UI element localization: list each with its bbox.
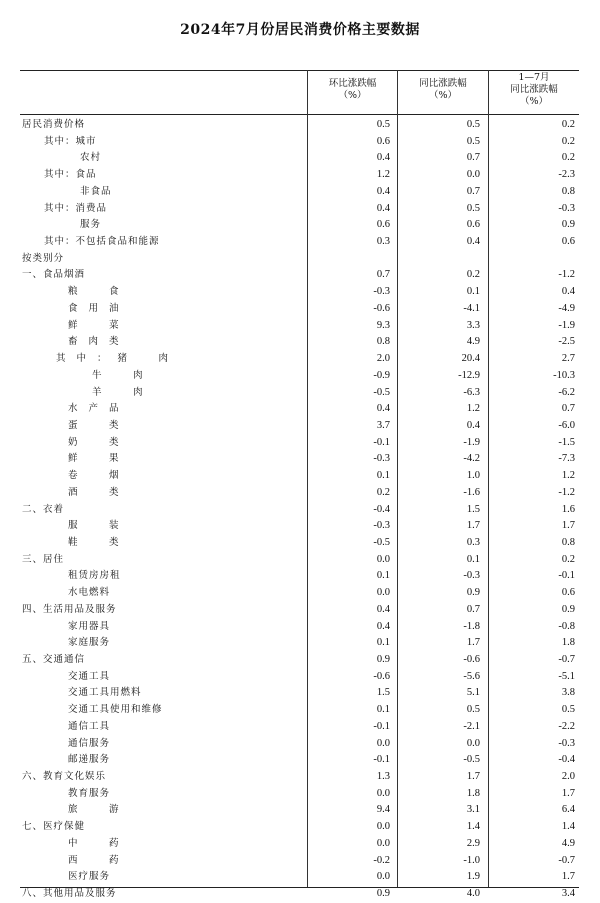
mom-value: 1.3 [376, 771, 390, 783]
row-label: 水产品 [68, 403, 130, 415]
mom-value: 0.5 [376, 119, 390, 130]
table-row [20, 201, 579, 218]
yoy-value: -5.6 [463, 670, 480, 682]
row-label: 牛 肉 [92, 369, 154, 381]
row-label: 六、教育文化娱乐 [22, 771, 107, 783]
table-row [20, 217, 579, 234]
mom-value: 0.0 [376, 553, 390, 565]
table-row [20, 685, 579, 702]
ytd-value: 1.2 [561, 470, 575, 482]
table-row [20, 502, 579, 519]
mom-value: 9.4 [376, 804, 390, 816]
table-row [20, 568, 579, 585]
mom-value: -0.3 [373, 453, 390, 465]
table-row [20, 184, 579, 201]
ytd-value: 0.2 [561, 135, 575, 147]
mom-value: 0.4 [376, 185, 390, 197]
mom-value: -0.3 [373, 520, 390, 532]
table-row [20, 552, 579, 569]
table-row [20, 117, 579, 134]
table-row [20, 853, 579, 870]
header-yoy [398, 78, 488, 102]
yoy-value: 0.0 [466, 169, 480, 181]
mom-value: -0.6 [373, 670, 390, 682]
ytd-value: -1.9 [558, 319, 575, 331]
mom-value: 0.0 [376, 821, 390, 833]
mom-value: -0.1 [373, 754, 390, 766]
yoy-value: -0.3 [463, 570, 480, 582]
row-label: 七、医疗保健 [22, 821, 86, 833]
mom-value: 0.0 [376, 871, 390, 883]
row-label: 服务 [80, 219, 102, 231]
yoy-value: 0.6 [466, 219, 480, 231]
table-row [20, 267, 579, 284]
table-row [20, 819, 579, 836]
header-mom-title: 环比涨跌幅 [328, 78, 377, 89]
yoy-value: -12.9 [458, 369, 480, 381]
ytd-value: 1.7 [561, 520, 575, 532]
row-label: 教育服务 [68, 787, 111, 799]
table-row [20, 485, 579, 502]
table-row [20, 318, 579, 335]
row-label: 其中：消费品 [44, 202, 108, 214]
yoy-value: 0.1 [466, 286, 480, 298]
yoy-value: 1.0 [466, 470, 480, 482]
mom-value: 0.1 [376, 570, 390, 582]
table-row [20, 669, 579, 686]
row-label: 家庭服务 [68, 637, 111, 649]
table-row [20, 435, 579, 452]
table-row [20, 602, 579, 619]
ytd-value: 0.5 [561, 704, 575, 716]
mom-value: 2.0 [376, 353, 390, 365]
ytd-value: 3.4 [561, 888, 575, 900]
mom-value: 0.4 [376, 403, 390, 415]
yoy-value: 0.3 [466, 536, 480, 548]
mom-value: 1.5 [376, 687, 390, 699]
table-row [20, 167, 579, 184]
mom-value: 0.6 [376, 135, 390, 147]
yoy-value: 0.1 [466, 553, 480, 565]
yoy-value: 0.7 [466, 152, 480, 164]
header-ytd-period: 1—7月 [518, 72, 550, 83]
mom-value: 0.4 [376, 603, 390, 615]
row-label: 家用器具 [68, 620, 111, 632]
ytd-value: 1.7 [561, 787, 575, 799]
yoy-value: 0.5 [466, 119, 480, 130]
yoy-value: 1.2 [466, 403, 480, 415]
yoy-value: -4.2 [463, 453, 480, 465]
table-row [20, 150, 579, 167]
header-ytd-unit: （%） [519, 96, 549, 107]
yoy-value: 1.7 [466, 771, 480, 783]
header-yoy-unit: （%） [428, 90, 458, 101]
row-label: 其中：猪 肉 [56, 353, 180, 365]
yoy-value: 0.5 [466, 202, 480, 214]
row-label: 中 药 [68, 837, 130, 849]
ytd-value: 2.0 [561, 771, 575, 783]
table-row [20, 234, 579, 251]
ytd-value: 4.9 [561, 837, 575, 849]
ytd-value: -2.3 [558, 169, 575, 181]
mom-value: -0.1 [373, 436, 390, 448]
yoy-value: -1.8 [463, 620, 480, 632]
row-label: 奶 类 [68, 436, 130, 448]
yoy-value: 5.1 [466, 687, 480, 699]
table-row [20, 652, 579, 669]
table-row [20, 769, 579, 786]
yoy-value: 0.5 [466, 704, 480, 716]
table-row [20, 451, 579, 468]
table-row [20, 351, 579, 368]
mom-value: 0.7 [376, 269, 390, 281]
ytd-value: -0.3 [558, 202, 575, 214]
yoy-value: -1.0 [463, 854, 480, 866]
header-mom-unit: （%） [338, 90, 367, 101]
header-ytd-title: 同比涨跌幅 [510, 84, 558, 95]
header-ytd [489, 72, 579, 108]
table-row [20, 468, 579, 485]
ytd-value: 0.2 [561, 119, 575, 130]
yoy-value: 0.0 [466, 737, 480, 749]
row-label: 居民消费价格 [22, 119, 86, 130]
table-row [20, 702, 579, 719]
mom-value: 0.2 [376, 486, 390, 498]
mom-value: 3.7 [376, 419, 390, 431]
ytd-value: -0.7 [558, 854, 575, 866]
header-mom [308, 78, 397, 102]
row-label: 鲜 菜 [68, 319, 130, 331]
ytd-value: 1.6 [561, 503, 575, 515]
table-row [20, 301, 579, 318]
mom-value: 0.4 [376, 202, 390, 214]
row-label: 鲜 果 [68, 453, 130, 465]
ytd-value: 0.8 [561, 185, 575, 197]
yoy-value: 3.1 [466, 804, 480, 816]
ytd-value: 1.7 [561, 871, 575, 883]
mom-value: 0.0 [376, 787, 390, 799]
row-label: 通信服务 [68, 737, 111, 749]
yoy-value: 0.4 [466, 236, 480, 248]
table-row [20, 334, 579, 351]
yoy-value: 0.9 [466, 587, 480, 599]
yoy-value: 1.5 [466, 503, 480, 515]
ytd-value: -4.9 [558, 302, 575, 314]
mom-value: -0.4 [373, 503, 390, 515]
row-label: 按类别分 [22, 252, 65, 264]
yoy-value: -4.1 [463, 302, 480, 314]
mom-value: 0.8 [376, 336, 390, 348]
row-label: 西 药 [68, 854, 130, 866]
yoy-value: -2.1 [463, 720, 480, 732]
mom-value: 0.3 [376, 236, 390, 248]
ytd-value: 2.7 [561, 353, 575, 365]
table-row [20, 752, 579, 769]
table-row [20, 585, 579, 602]
table-row [20, 418, 579, 435]
table-row [20, 869, 579, 886]
ytd-value: 0.4 [561, 286, 575, 298]
table-row [20, 635, 579, 652]
yoy-value: 4.0 [466, 888, 480, 900]
ytd-value: -0.8 [558, 620, 575, 632]
table-row [20, 836, 579, 853]
yoy-value: 3.3 [466, 319, 480, 331]
table-row [20, 518, 579, 535]
ytd-value: -2.2 [558, 720, 575, 732]
yoy-value: 0.7 [466, 603, 480, 615]
row-label: 食用油 [68, 302, 130, 314]
yoy-value: 4.9 [466, 336, 480, 348]
row-label: 医疗服务 [68, 871, 111, 883]
page-title: 2024年7月份居民消费价格主要数据 [180, 22, 420, 38]
mom-value: 1.2 [376, 169, 390, 181]
table-row [20, 368, 579, 385]
ytd-value: -7.3 [558, 453, 575, 465]
mom-value: -0.1 [373, 720, 390, 732]
yoy-value: 20.4 [461, 353, 480, 365]
ytd-value: -5.1 [558, 670, 575, 682]
mom-value: 0.6 [376, 219, 390, 231]
table-body [20, 117, 579, 903]
ytd-value: 1.4 [561, 821, 575, 833]
row-label: 酒 类 [68, 486, 130, 498]
yoy-value: 1.7 [466, 637, 480, 649]
mom-value: 0.0 [376, 837, 390, 849]
mom-value: 0.1 [376, 704, 390, 716]
row-label: 交通工具用燃料 [68, 687, 142, 699]
ytd-value: -1.5 [558, 436, 575, 448]
row-label: 非食品 [80, 185, 112, 197]
table-row [20, 802, 579, 819]
yoy-value: 0.4 [466, 419, 480, 431]
header-yoy-title: 同比涨跌幅 [419, 78, 467, 89]
ytd-value: -10.3 [553, 369, 575, 381]
mom-value: -0.5 [373, 536, 390, 548]
row-label: 其中：食品 [44, 169, 97, 181]
mom-value: -0.9 [373, 369, 390, 381]
row-label: 五、交通通信 [22, 654, 86, 665]
mom-value: -0.2 [373, 854, 390, 866]
ytd-value: 1.8 [561, 637, 575, 649]
mom-value: 0.9 [376, 654, 390, 665]
ytd-value: -6.0 [558, 419, 575, 431]
table-row [20, 251, 579, 268]
yoy-value: -6.3 [463, 386, 480, 398]
table-row [20, 284, 579, 301]
row-label: 水电燃料 [68, 587, 111, 599]
row-label: 交通工具 [68, 670, 111, 682]
ytd-value: -6.2 [558, 386, 575, 398]
ytd-value: -0.1 [558, 570, 575, 582]
table-row [20, 385, 579, 402]
row-label: 邮递服务 [68, 754, 111, 766]
yoy-value: -1.6 [463, 486, 480, 498]
row-label: 租赁房房租 [68, 570, 121, 582]
mom-value: -0.5 [373, 386, 390, 398]
row-label: 一、食品烟酒 [22, 269, 86, 281]
table-row [20, 401, 579, 418]
header-bottom-rule [20, 114, 579, 115]
mom-value: 0.1 [376, 470, 390, 482]
row-label: 畜肉类 [68, 336, 130, 348]
row-label: 交通工具使用和维修 [68, 704, 163, 716]
mom-value: 0.1 [376, 637, 390, 649]
yoy-value: 0.5 [466, 135, 480, 147]
table-row [20, 535, 579, 552]
ytd-value: 0.8 [561, 536, 575, 548]
mom-value: 0.4 [376, 620, 390, 632]
row-label: 卷 烟 [68, 470, 130, 482]
ytd-value: -1.2 [558, 486, 575, 498]
mom-value: -0.6 [373, 302, 390, 314]
ytd-value: -0.7 [558, 654, 575, 665]
ytd-value: -1.2 [558, 269, 575, 281]
row-label: 羊 肉 [92, 386, 154, 398]
ytd-value: 0.2 [561, 553, 575, 565]
row-label: 其中：城市 [44, 135, 97, 147]
table-row [20, 134, 579, 151]
row-label: 通信工具 [68, 720, 111, 732]
row-label: 三、居住 [22, 553, 65, 565]
mom-value: 0.0 [376, 587, 390, 599]
yoy-value: 1.7 [466, 520, 480, 532]
ytd-value: 0.9 [561, 219, 575, 231]
row-label: 蛋 类 [68, 419, 130, 431]
ytd-value: 0.9 [561, 603, 575, 615]
yoy-value: 1.8 [466, 787, 480, 799]
ytd-value: 3.8 [561, 687, 575, 699]
mom-value: -0.3 [373, 286, 390, 298]
yoy-value: -0.5 [463, 754, 480, 766]
ytd-value: 0.7 [561, 403, 575, 415]
row-label: 服 装 [68, 520, 130, 532]
yoy-value: 1.9 [466, 871, 480, 883]
yoy-value: 0.7 [466, 185, 480, 197]
table-row [20, 619, 579, 636]
yoy-value: 0.2 [466, 269, 480, 281]
mom-value: 0.9 [376, 888, 390, 900]
mom-value: 0.4 [376, 152, 390, 164]
ytd-value: 0.6 [561, 236, 575, 248]
ytd-value: 6.4 [561, 804, 575, 816]
ytd-value: -0.3 [558, 737, 575, 749]
ytd-value: 0.2 [561, 152, 575, 164]
yoy-value: 1.4 [466, 821, 480, 833]
row-label: 旅 游 [68, 804, 130, 816]
row-label: 二、衣着 [22, 503, 65, 515]
row-label: 四、生活用品及服务 [22, 603, 117, 615]
yoy-value: -0.6 [463, 654, 480, 665]
ytd-value: 0.6 [561, 587, 575, 599]
table-row [20, 786, 579, 803]
yoy-value: 2.9 [466, 837, 480, 849]
row-label: 鞋 类 [68, 536, 130, 548]
table-row [20, 736, 579, 753]
mom-value: 9.3 [376, 319, 390, 331]
row-label: 粮 食 [68, 286, 130, 298]
ytd-value: -2.5 [558, 336, 575, 348]
row-label: 其中：不包括食品和能源 [44, 236, 160, 248]
mom-value: 0.0 [376, 737, 390, 749]
yoy-value: -1.9 [463, 436, 480, 448]
table-row [20, 719, 579, 736]
table-top-rule [20, 70, 579, 71]
row-label: 八、其他用品及服务 [22, 888, 117, 900]
row-label: 农村 [80, 152, 102, 164]
ytd-value: -0.4 [558, 754, 575, 766]
